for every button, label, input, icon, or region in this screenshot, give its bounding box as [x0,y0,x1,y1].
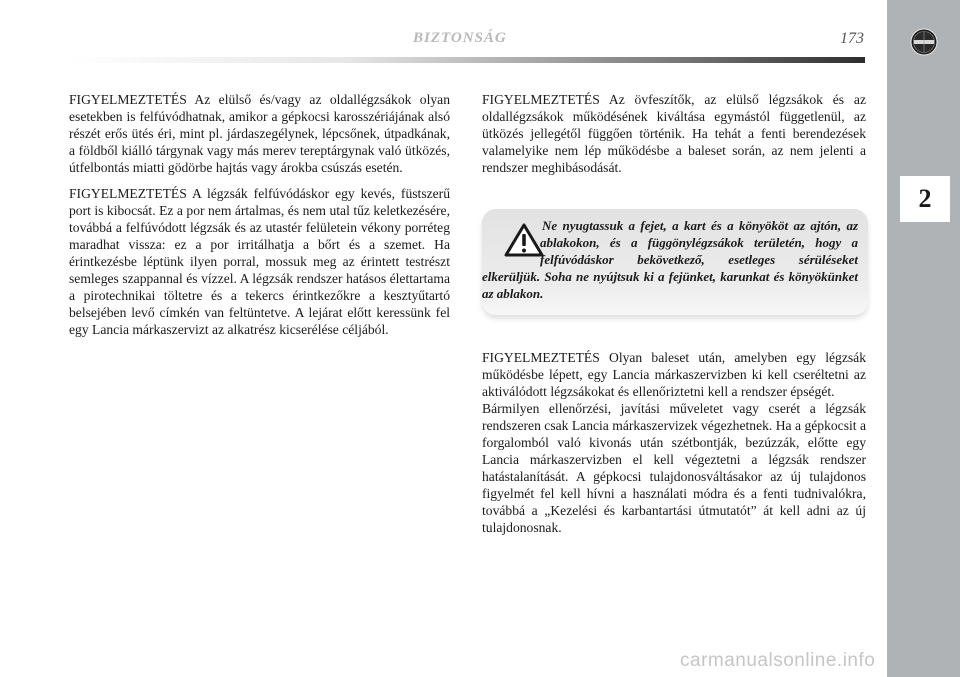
left-column [69,91,450,347]
warning-callout-text [482,217,868,302]
header-rule [70,57,865,63]
warning-paragraph: FIGYELMEZTETÉS Olyan baleset után, amelyben egy légzsák működésbe lépett, egy Lancia márkaszervizben ki kell cseréltetni az aktiválódott légzsákokat és ellenőriztetni kell a rendszer épségét. [482,350,866,399]
warning-paragraph: FIGYELMEZTETÉS A légzsák felfúvódáskor egy kevés, füstszerű port is kibocsát. Ez a por nem ártalmas, és nem utal tűz keletkezésére, továbbá a felfúvódott légzsák és az utastér felületein vékony porréteg maradhat vissza: ez a por irritálhatja a bőrt és a szemet. Ha érintkezésbe léptünk ilyen porral, mossuk meg az érintett testrészt semleges szappannal és vízzel. A légzsák rendszer hatásos élettartama a pirotechnikai töltetre és a tekercs érintkezőkre a kesztyűtartó belsejében levő címkén van feltüntetve. A lejárat előtt keressünk fel egy Lancia márkaszervizt az alkatrész kicserélése céljából. [69,186,450,337]
warning-paragraph: FIGYELMEZTETÉS Az elülső és/vagy az oldallégzsákok olyan esetekben is felfúvódhatnak, amikor a gépkocsi karosszériájának alsó részét erős ütés éri, mint pl. járdaszegélynek, lépcsőnek, útpadkának, a földből kiálló tárgynak vagy más merev tereptárgynak való ütközés, útfelbontás miatti gödörbe hajtás vagy árokba csúszás esetén. [69,92,450,175]
service-paragraph: Bármilyen ellenőrzési, javítási műveletet vagy cserét a légzsák rendszeren csak Lancia márkaszervizek végezhetnek. Ha a gépkocsit a forgalomból való kivonás után szétbontják, bezúzzák, előtte egy Lancia márkaszervizben el kell végeztetni a légzsák rendszer hatástalanítását. A gépkocsi tulajdonosváltásakor az új tulajdonos figyelmét fel kell hívni a használati módra és a fenti tudnivalókra, továbbá a „Kezelési és karbantartási útmutatót” át kell adni az új tulajdonosnak. [482,401,866,535]
right-column-top [482,91,866,185]
warning-callout-label: Ne nyugtassuk a fejet, a kart és a könyököt az ajtón, az ablakokon, és a függönylégzsákok területén, hogy a felfúvódáskor bekövetkező, esetleges sérüléseket elkerüljük. Soha ne nyújtsuk ki a fejünket, karunkat és könyökünket az ablakon. [482,218,858,301]
chapter-side-tab [887,0,960,677]
warning-callout [482,209,868,315]
watermark: carmanualsonline.info [680,650,876,671]
chapter-number: 2 [900,176,950,222]
section-title: BIZTONSÁG [413,30,507,46]
warning-paragraph: FIGYELMEZTETÉS Az övfeszítők, az elülső légzsákok és az oldallégzsákok működésének kiváltása egymástól függetlenül, az ütközés jellegétől függően történik. Ha tehát a fenti berendezések valamelyike nem lép működésbe a baleset során, az nem jelenti a rendszer meghibásodását. [482,92,866,175]
page-number: 173 [840,30,864,47]
lancia-logo [910,28,938,56]
right-column-bottom [482,349,866,536]
